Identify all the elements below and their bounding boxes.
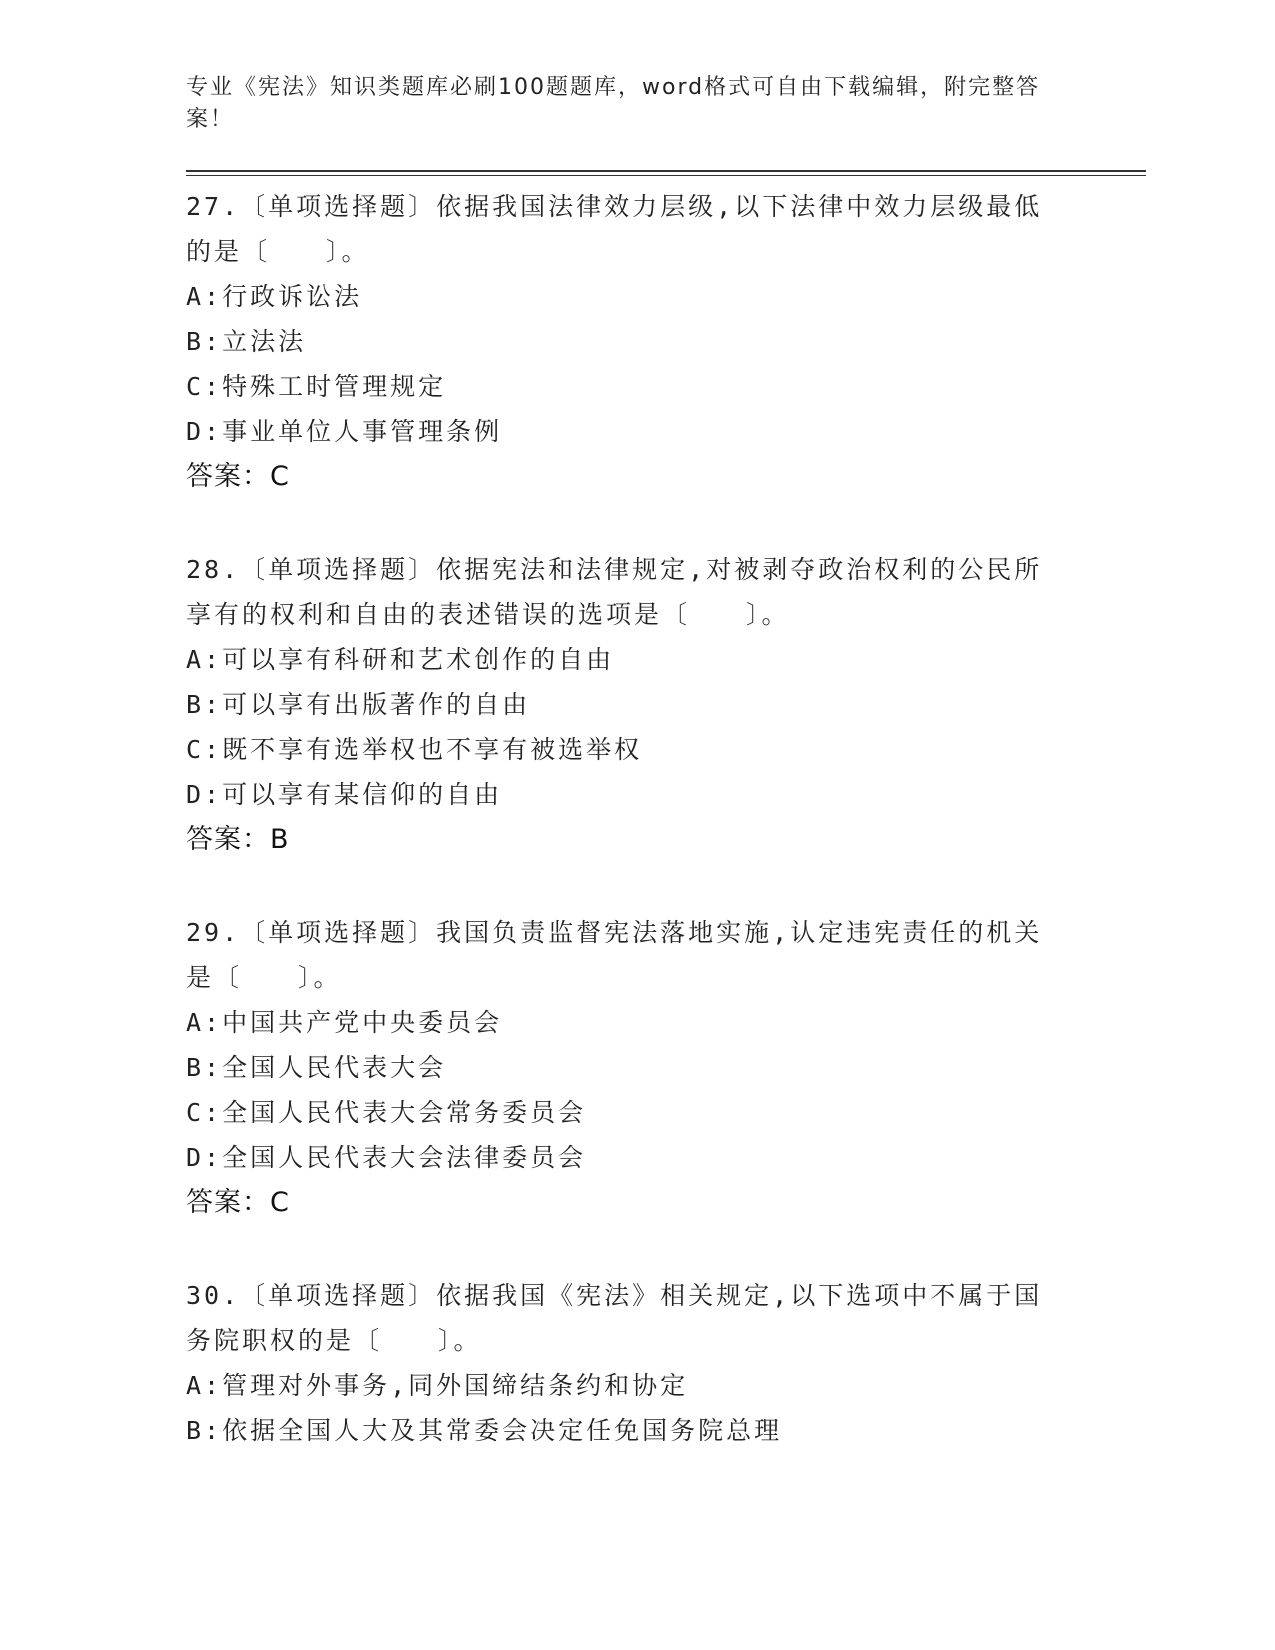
header-divider bbox=[186, 170, 1146, 176]
option-b: B:立法法 bbox=[186, 327, 307, 356]
question-stem: 27.〔单项选择题〕依据我国法律效力层级,以下法律中效力层级最低的是〔 〕。 bbox=[186, 192, 1043, 266]
answer-line: 答案：C bbox=[186, 1187, 290, 1218]
option-c: C:全国人民代表大会常务委员会 bbox=[186, 1098, 587, 1127]
option-a: A:行政诉讼法 bbox=[186, 282, 363, 311]
option-b: B:全国人民代表大会 bbox=[186, 1053, 447, 1082]
option-a: A:管理对外事务,同外国缔结条约和协定 bbox=[186, 1371, 689, 1400]
question-stem: 28.〔单项选择题〕依据宪法和法律规定,对被剥夺政治权利的公民所享有的权利和自由的表述错误的选项是〔 〕。 bbox=[186, 555, 1043, 629]
question-30 bbox=[186, 1273, 1146, 1453]
question-29 bbox=[186, 910, 1146, 1225]
document-page bbox=[186, 72, 1146, 1453]
option-a: A:可以享有科研和艺术创作的自由 bbox=[186, 645, 615, 674]
option-d: D:可以享有某信仰的自由 bbox=[186, 780, 503, 809]
option-b: B:可以享有出版著作的自由 bbox=[186, 690, 531, 719]
option-d: D:事业单位人事管理条例 bbox=[186, 417, 503, 446]
option-c: C:既不享有选举权也不享有被选举权 bbox=[186, 735, 643, 764]
document-header: 专业《宪法》知识类题库必刷100题题库，word格式可自由下载编辑，附完整答案！ bbox=[186, 75, 1041, 132]
question-stem: 29.〔单项选择题〕我国负责监督宪法落地实施,认定违宪责任的机关是〔 〕。 bbox=[186, 918, 1043, 992]
answer-line: 答案：B bbox=[186, 824, 290, 855]
answer-line: 答案：C bbox=[186, 461, 290, 492]
question-stem: 30.〔单项选择题〕依据我国《宪法》相关规定,以下选项中不属于国务院职权的是〔 〕。 bbox=[186, 1281, 1043, 1355]
option-c: C:特殊工时管理规定 bbox=[186, 372, 447, 401]
option-d: D:全国人民代表大会法律委员会 bbox=[186, 1143, 587, 1172]
question-27 bbox=[186, 184, 1146, 499]
option-b: B:依据全国人大及其常委会决定任免国务院总理 bbox=[186, 1416, 783, 1445]
option-a: A:中国共产党中央委员会 bbox=[186, 1008, 503, 1037]
question-28 bbox=[186, 547, 1146, 862]
